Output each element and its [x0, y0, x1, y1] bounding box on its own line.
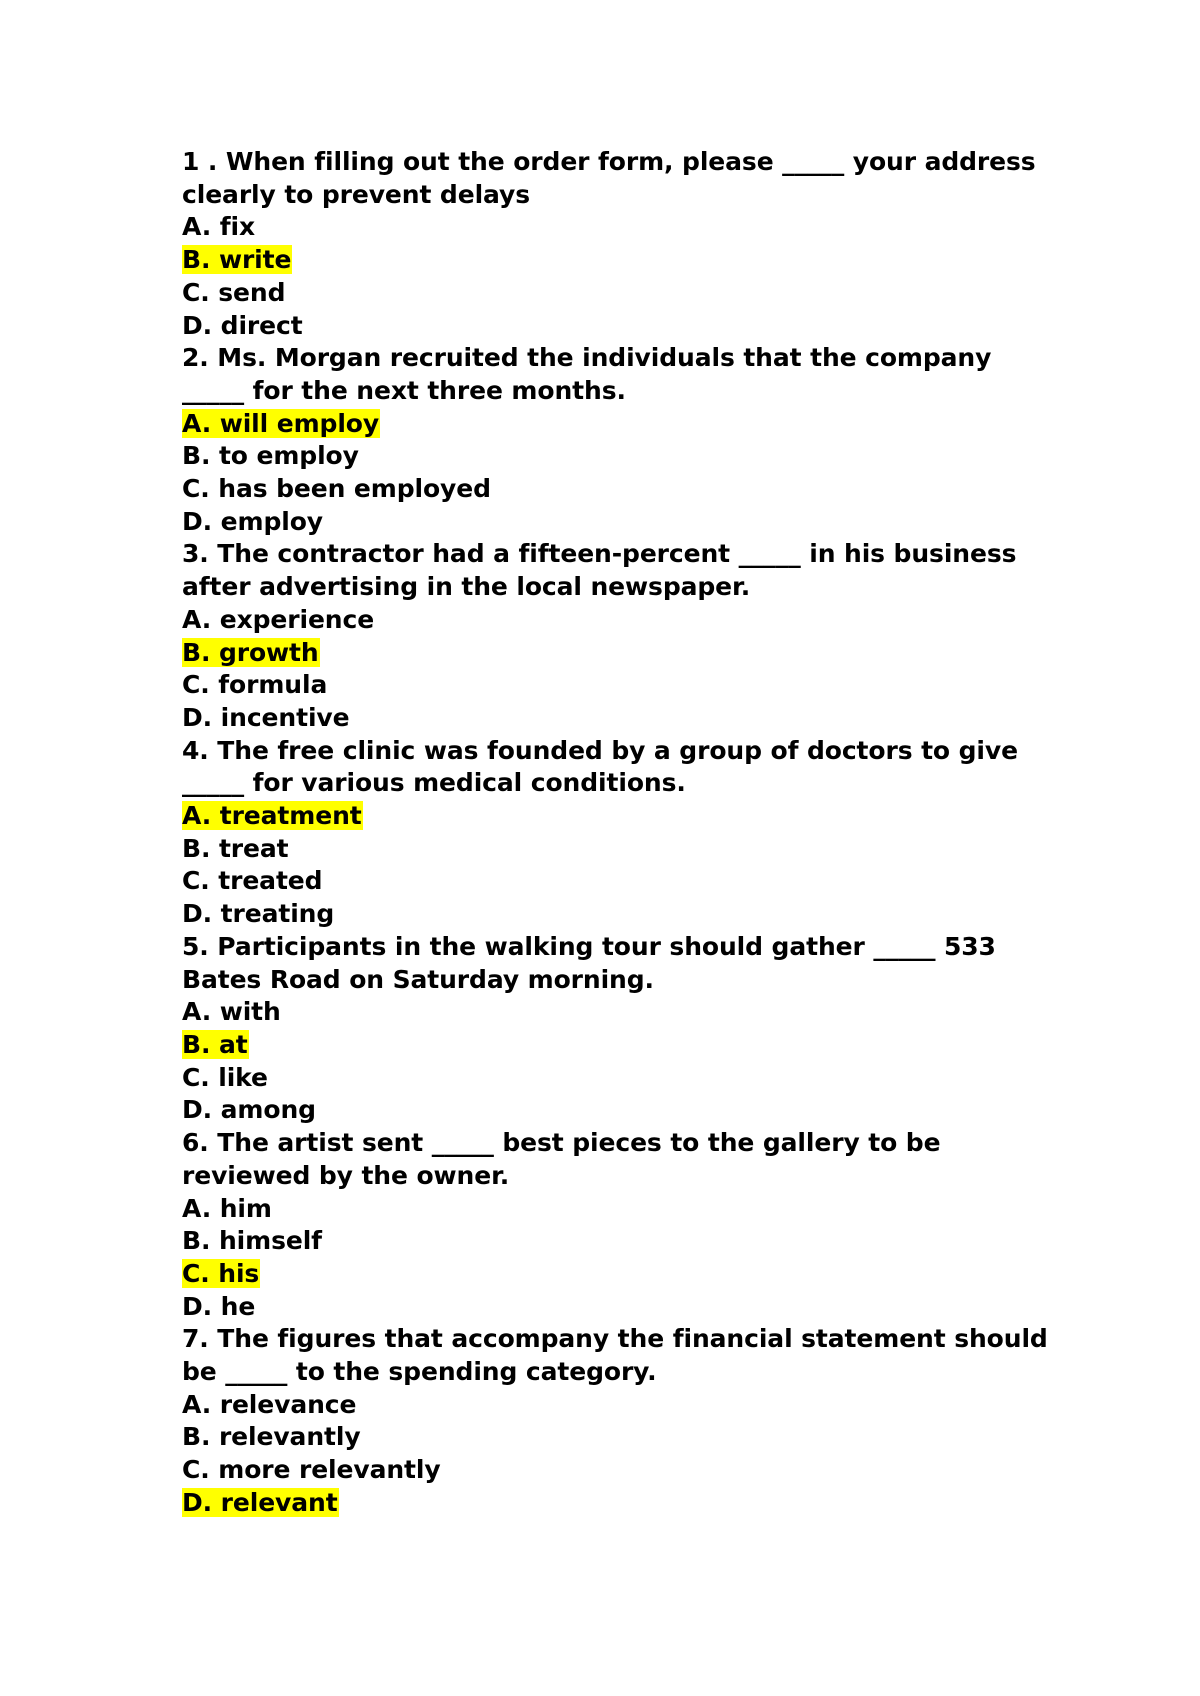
- answer-option-text: C. formula: [182, 670, 328, 700]
- question-text-line: 2. Ms. Morgan recruited the individuals that the company: [182, 343, 992, 373]
- answer-option: [182, 310, 1062, 343]
- answer-option-text: B. growth: [182, 637, 319, 667]
- answer-option: [182, 702, 1062, 735]
- answer-option: [182, 1421, 1062, 1454]
- question-stem: [182, 1323, 1062, 1388]
- answer-option: [182, 277, 1062, 310]
- quiz-content: [182, 146, 1062, 1520]
- answer-option-text: D. incentive: [182, 702, 350, 732]
- answer-option-text: C. send: [182, 277, 286, 307]
- answer-option-text: C. like: [182, 1062, 268, 1092]
- answer-option-text: D. relevant: [182, 1487, 338, 1517]
- answer-option: [182, 865, 1062, 898]
- question-stem: [182, 146, 1062, 211]
- answer-option: [182, 440, 1062, 473]
- question-text-line: be _____ to the spending category.: [182, 1357, 657, 1387]
- answer-option: [182, 1225, 1062, 1258]
- question-text-line: reviewed by the owner.: [182, 1160, 510, 1190]
- answer-option-text: B. at: [182, 1029, 248, 1059]
- answer-option-text: D. treating: [182, 899, 335, 929]
- answer-option-highlighted: [182, 244, 1062, 277]
- answer-option: [182, 898, 1062, 931]
- answer-option-highlighted: [182, 1258, 1062, 1291]
- answer-option: [182, 506, 1062, 539]
- answer-option-text: B. write: [182, 245, 292, 275]
- question-stem: [182, 342, 1062, 407]
- answer-option: [182, 211, 1062, 244]
- answer-option-text: B. to employ: [182, 441, 359, 471]
- answer-option-text: A. experience: [182, 604, 375, 634]
- answer-option: [182, 1291, 1062, 1324]
- answer-option-text: C. more relevantly: [182, 1455, 441, 1485]
- question-text-line: 1 . When filling out the order form, please _____ your address: [182, 147, 1036, 176]
- answer-option: [182, 669, 1062, 702]
- question-text-line: 5. Participants in the walking tour should gather _____ 533: [182, 931, 996, 961]
- question-text-line: after advertising in the local newspaper.: [182, 572, 751, 602]
- answer-option-text: C. his: [182, 1258, 260, 1288]
- question-text-line: 3. The contractor had a fifteen-percent _____ in his business: [182, 539, 1017, 569]
- question-text-line: 7. The figures that accompany the financial statement should: [182, 1324, 1048, 1354]
- answer-option-text: A. with: [182, 997, 281, 1027]
- answer-option-text: A. relevance: [182, 1389, 357, 1419]
- answer-option-text: B. relevantly: [182, 1422, 361, 1452]
- answer-option-text: A. will employ: [182, 408, 380, 438]
- answer-option-text: C. has been employed: [182, 474, 491, 504]
- answer-option-text: B. himself: [182, 1226, 322, 1256]
- answer-option: [182, 604, 1062, 637]
- answer-option-highlighted: [182, 1487, 1062, 1520]
- answer-option-text: B. treat: [182, 833, 289, 863]
- question-text-line: _____ for the next three months.: [182, 375, 626, 405]
- answer-option-highlighted: [182, 1029, 1062, 1062]
- answer-option: [182, 473, 1062, 506]
- answer-option-text: D. among: [182, 1095, 316, 1125]
- question-stem: [182, 538, 1062, 603]
- question-text-line: Bates Road on Saturday morning.: [182, 964, 654, 994]
- answer-option-text: D. he: [182, 1291, 256, 1321]
- answer-option-text: C. treated: [182, 866, 323, 896]
- question-text-line: 4. The free clinic was founded by a group of doctors to give: [182, 735, 1018, 765]
- answer-option: [182, 1094, 1062, 1127]
- answer-option-text: A. him: [182, 1193, 272, 1223]
- question-text-line: _____ for various medical conditions.: [182, 768, 686, 798]
- answer-option: [182, 1389, 1062, 1422]
- answer-option: [182, 1193, 1062, 1226]
- answer-option: [182, 996, 1062, 1029]
- answer-option-highlighted: [182, 800, 1062, 833]
- answer-option-highlighted: [182, 637, 1062, 670]
- question-stem: [182, 1127, 1062, 1192]
- answer-option: [182, 1454, 1062, 1487]
- answer-option: [182, 1062, 1062, 1095]
- question-stem: [182, 735, 1062, 800]
- answer-option: [182, 833, 1062, 866]
- answer-option-text: D. employ: [182, 506, 323, 536]
- answer-option-text: D. direct: [182, 310, 303, 340]
- question-text-line: 6. The artist sent _____ best pieces to the gallery to be: [182, 1128, 941, 1158]
- answer-option-text: A. fix: [182, 212, 255, 242]
- question-stem: [182, 931, 1062, 996]
- answer-option-text: A. treatment: [182, 801, 362, 831]
- question-text-line: clearly to prevent delays: [182, 179, 531, 209]
- answer-option-highlighted: [182, 408, 1062, 441]
